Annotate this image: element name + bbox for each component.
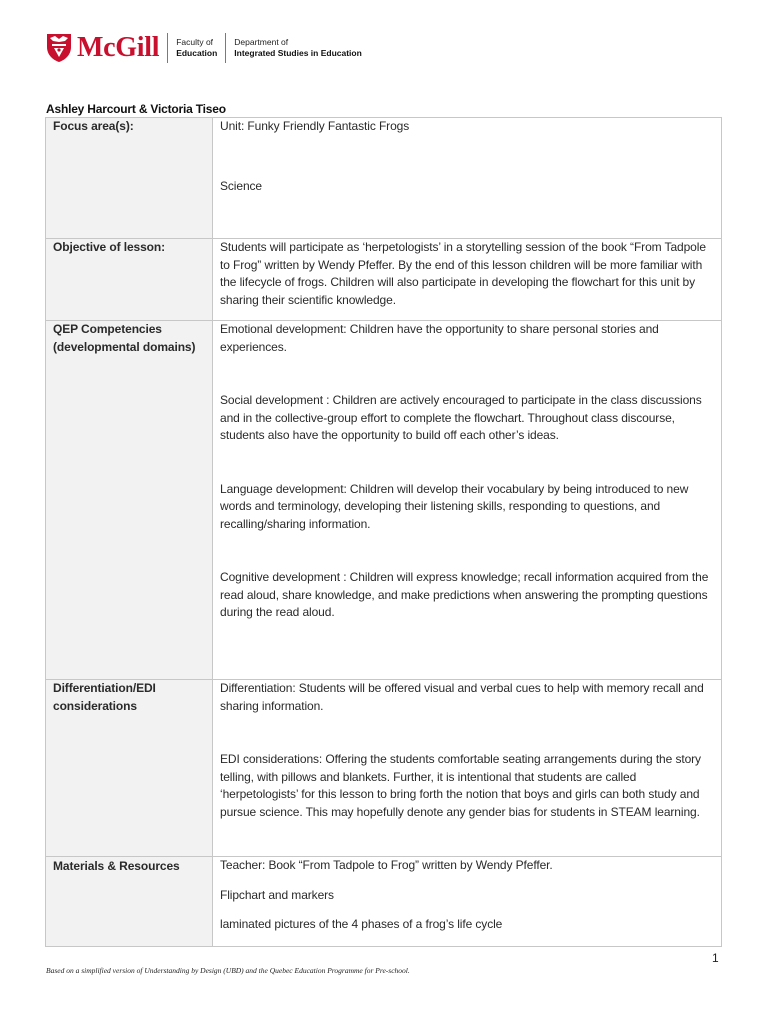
table-row-differentiation — [46, 680, 722, 857]
focus-content — [213, 118, 722, 239]
objective-label: Objective of lesson: — [46, 239, 213, 321]
qep-label — [46, 321, 213, 680]
faculty-label — [176, 37, 217, 59]
header-divider — [167, 33, 168, 63]
materials-pictures: laminated pictures of the 4 phases of a frog’s life cycle — [220, 917, 503, 931]
department-line-2: Integrated Studies in Education — [234, 48, 362, 58]
differentiation-label-line-1: Differentiation/EDI — [53, 681, 156, 695]
objective-text: Students will participate as ‘herpetologists’ in a storytelling session of the book “From Tadpole to Frog” written by Wendy Pfeffer. By the end of this lesson children will be more familiar with the lifecycle of frogs. Children will also participate in developing the flowchart for this unit by sharing their scientific knowledge. — [220, 240, 706, 307]
header-divider-2 — [225, 33, 226, 63]
materials-label: Materials & Resources — [46, 857, 213, 947]
objective-content — [213, 239, 722, 321]
table-row-qep — [46, 321, 722, 680]
table-row-objective — [46, 239, 722, 321]
qep-content — [213, 321, 722, 680]
page-header — [46, 30, 362, 66]
materials-flipchart: Flipchart and markers — [220, 887, 334, 902]
qep-emotional: Emotional development: Children have the opportunity to share personal stories and experiences. — [220, 322, 659, 354]
materials-teacher: Teacher: Book “From Tadpole to Frog” written by Wendy Pfeffer. — [220, 858, 553, 872]
lesson-plan-table — [45, 117, 722, 947]
page-number: 1 — [712, 951, 719, 965]
focus-label: Focus area(s): — [46, 118, 213, 239]
qep-cognitive: Cognitive development : Children will express knowledge; recall information acquired from the read aloud, share knowledge, and make predictions when answering the prompting questions during the read aloud. — [220, 570, 709, 619]
differentiation-content — [213, 680, 722, 857]
qep-label-line-2: (developmental domains) — [53, 339, 196, 354]
edi-text: EDI considerations: Offering the students comfortable seating arrangements during the story telling, with pillows and blankets. Further, it is intentional that students are called ‘herpetologists’ for this lesson to bring forth the notion that boys and girls can both study and pursue science. This may hopefully denote any gender bias for students in STEAM learning. — [220, 752, 701, 819]
mcgill-wordmark: McGill — [77, 32, 160, 63]
focus-unit: Unit: Funky Friendly Fantastic Frogs — [220, 119, 410, 133]
differentiation-text: Differentiation: Students will be offered visual and verbal cues to help with memory recall and sharing information. — [220, 681, 704, 713]
faculty-line-2: Education — [176, 48, 218, 58]
footnote: Based on a simplified version of Understanding by Design (UBD) and the Quebec Education Programme for Pre-school. — [46, 966, 410, 975]
differentiation-label-line-2: considerations — [53, 698, 137, 713]
qep-social: Social development : Children are actively encouraged to participate in the class discussions and in the collective-group effort to complete the flowchart. Throughout class discourse, students also have the opportunity to build off each other’s ideas. — [220, 393, 702, 442]
department-label — [234, 37, 362, 59]
differentiation-label — [46, 680, 213, 857]
qep-language: Language development: Children will develop their vocabulary by being introduced to new words and terminology, developing their listening skills, responding to questions, and recalling/sharing information. — [220, 481, 689, 531]
mcgill-crest-icon — [46, 33, 72, 63]
qep-label-line-1: QEP Competencies — [53, 322, 162, 336]
focus-subject: Science — [220, 178, 262, 193]
materials-content — [213, 857, 722, 947]
department-line-1: Department of — [234, 37, 289, 47]
faculty-line-1: Faculty of — [176, 37, 214, 47]
table-row-materials — [46, 857, 722, 947]
authors: Ashley Harcourt & Victoria Tiseo — [46, 102, 226, 116]
table-row-focus — [46, 118, 722, 239]
